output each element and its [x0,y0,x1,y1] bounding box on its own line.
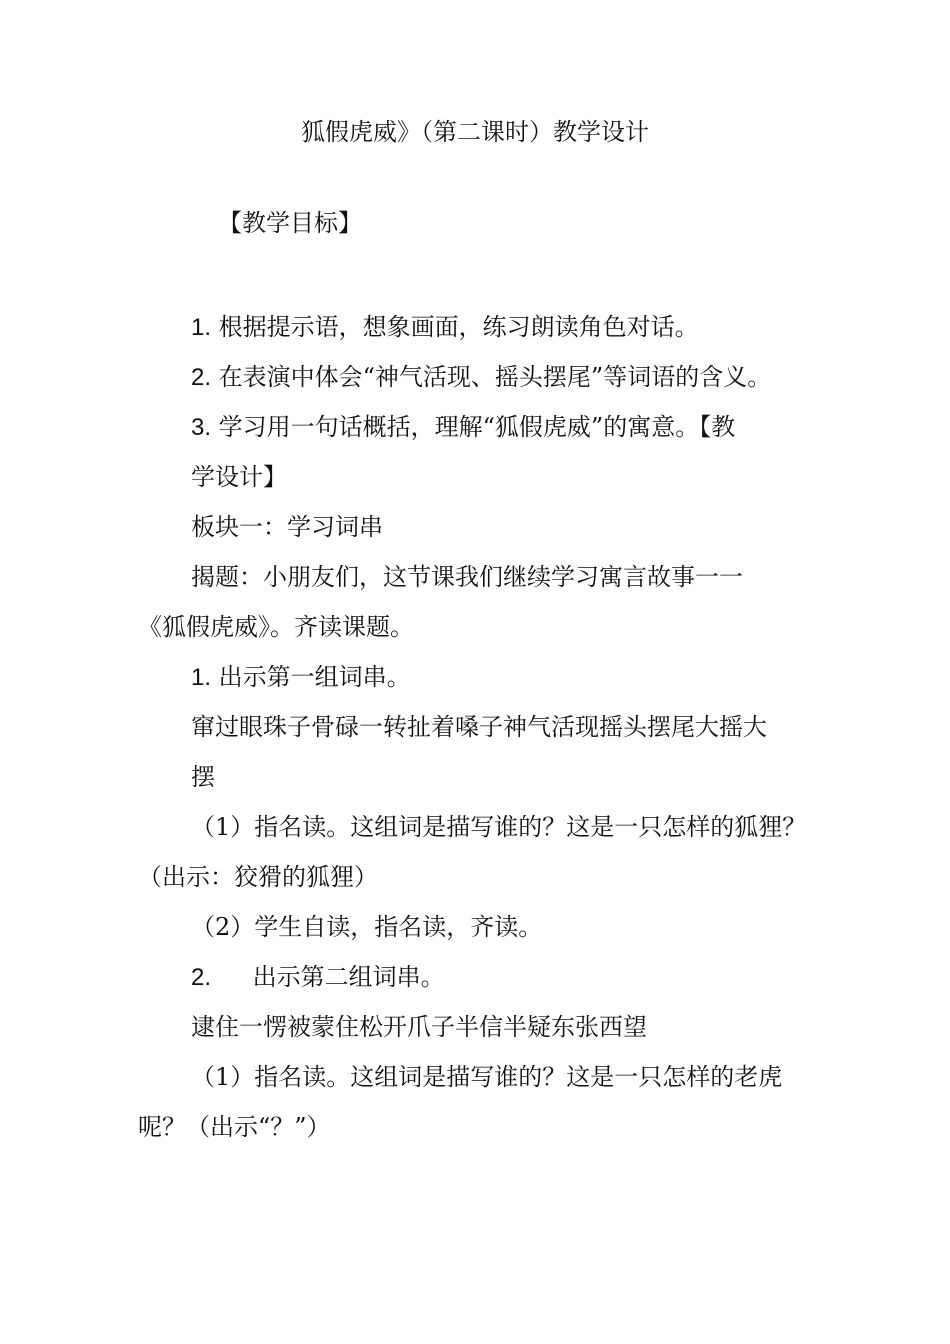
goal-text: 在表演中体会“神气活现、摇头摆尾”等词语的含义。 [218,363,772,391]
goal-number: 2. [191,364,212,391]
word-string-2: 逮住一愣被蒙住松开爪子半信半疑东张西望 [191,1013,647,1041]
question-1-line-2: （出示：狡猾的狐狸） [138,863,378,891]
intro-paragraph-line-2: 《狐假虎威》。齐读课题。 [138,613,414,641]
goal-text: 学习用一句话概括，理解“狐假虎威”的寓意。【教 [218,413,736,441]
step-text: 出示第一组词串。 [218,663,411,691]
step-number: 2. [191,964,212,991]
word-string-1-line-2: 摆 [191,763,215,791]
section-heading-design: 学设计】 [191,463,287,491]
intro-paragraph-line-1: 揭题：小朋友们，这节课我们继续学习寓言故事一一 [191,563,743,591]
question-3-line-2: 呢？（出示“？”） [138,1113,331,1141]
step-number: 1. [191,664,212,691]
goal-item-2 [191,362,771,393]
step-item-1 [191,662,411,693]
word-string-1-line-1: 窜过眼珠子骨碌一转扯着嗓子神气活现摇头摆尾大摇大 [191,713,767,741]
question-3-line-1: （1）指名读。这组词是描写谁的？这是一只怎样的老虎 [191,1063,783,1091]
goal-number: 3. [191,414,212,441]
question-2: （2）学生自读，指名读，齐读。 [191,913,543,941]
question-1-line-1: （1）指名读。这组词是描写谁的？这是一只怎样的狐狸？ [191,813,807,841]
page-title: 狐假虎威》（第二课时）教学设计 [301,118,649,146]
goal-text: 根据提示语，想象画面，练习朗读角色对话。 [218,313,699,341]
goal-number: 1. [191,314,212,341]
section-heading-goals: 【教学目标】 [218,209,362,237]
step-text: 出示第二组词串。 [252,963,445,991]
block-heading-1: 板块一：学习词串 [191,513,383,541]
goal-item-1 [191,312,699,343]
goal-item-3 [191,412,735,443]
step-item-2 [191,962,445,993]
